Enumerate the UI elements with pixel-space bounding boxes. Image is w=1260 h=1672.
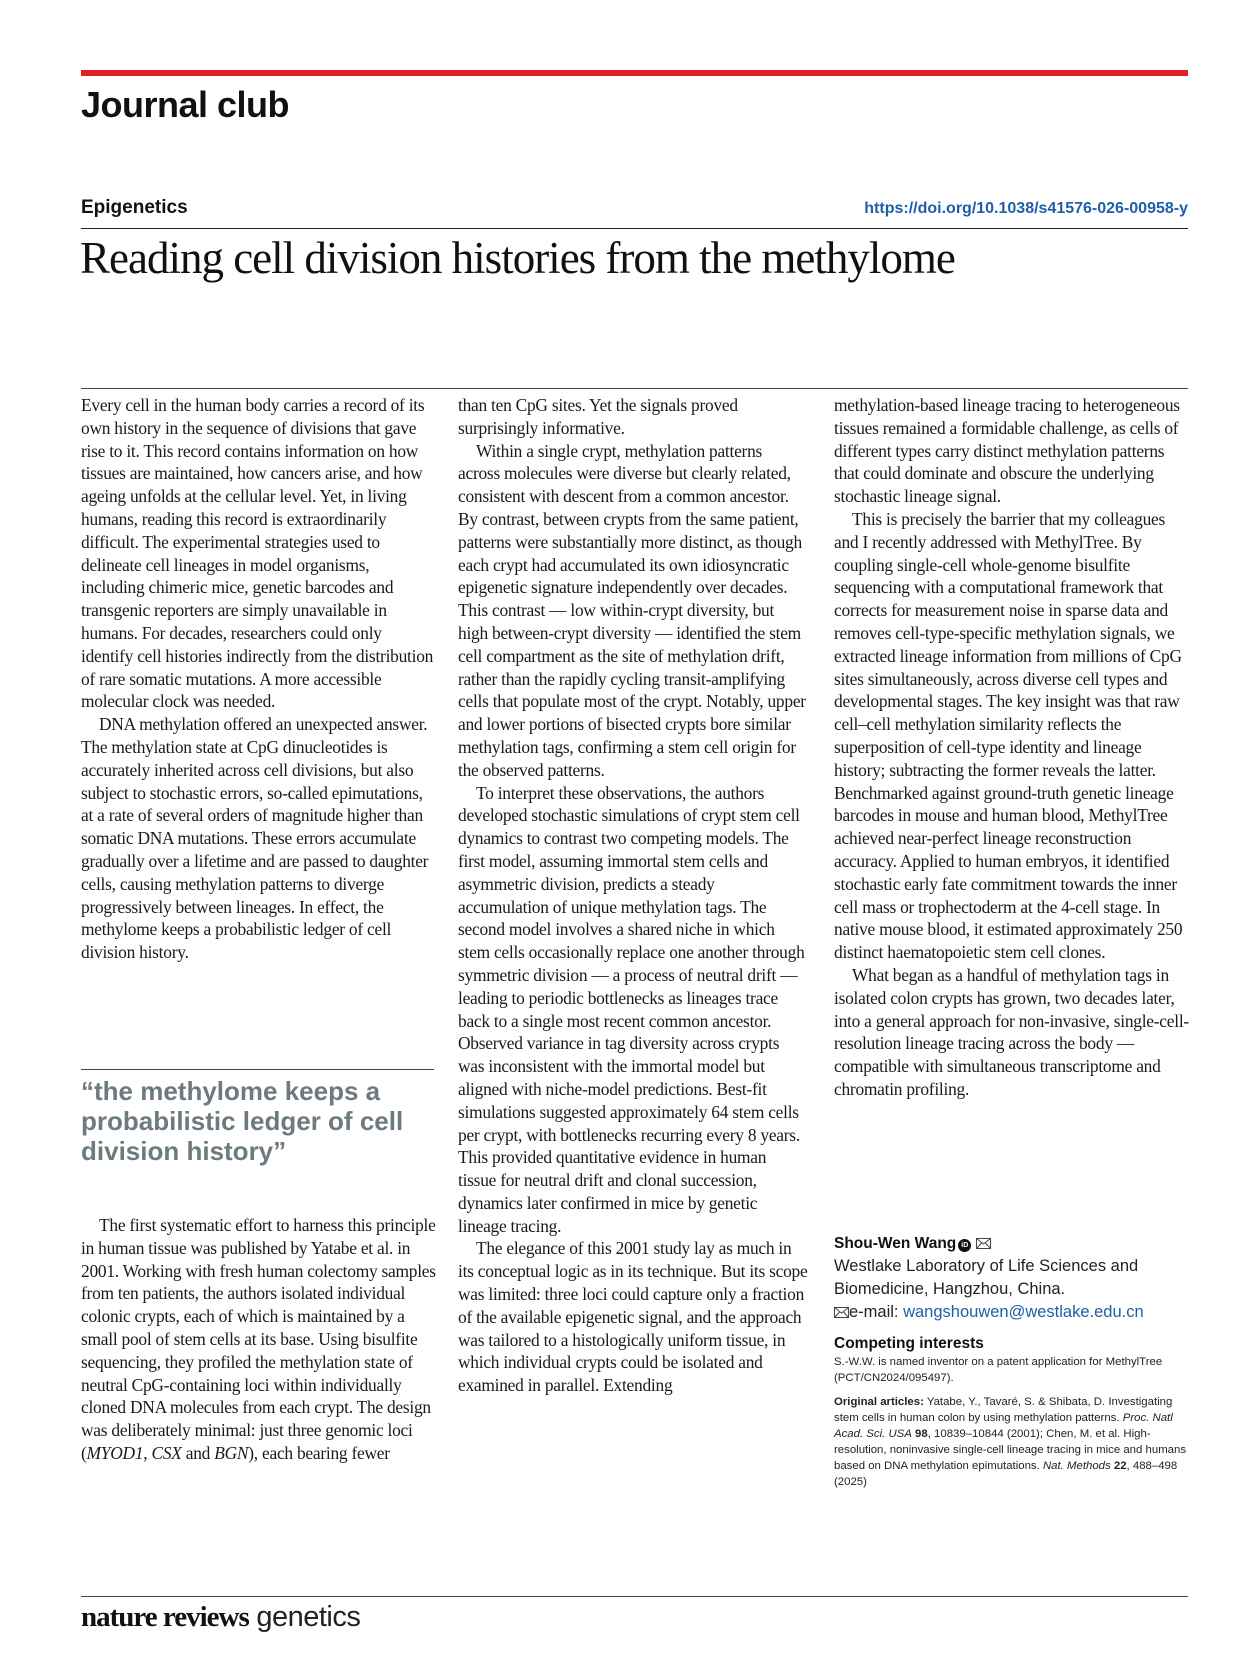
mail-icon	[834, 1307, 849, 1318]
author-info	[834, 1233, 1194, 1490]
paragraph: DNA methylation offered an unexpected answer. The methylation state at CpG dinucleotides is accurately inherited across cell divisions, but also subject to stochastic errors, so-called epimutations, at a rate of several orders of magnitude higher than somatic DNA mutations. These errors accumulate gradually over a lifetime and are passed to daughter cells, causing methylation patterns to diverge progressively between lineages. In effect, the methylome keeps a probabilistic ledger of cell division history.	[81, 714, 429, 963]
doi-link[interactable]: https://doi.org/10.1038/s41576-026-00958-y	[864, 200, 1188, 217]
email-link[interactable]: wangshouwen@westlake.edu.cn	[903, 1303, 1144, 1321]
columns-divider	[81, 388, 1188, 389]
article-title: Reading cell division histories from the methylome	[80, 233, 955, 283]
author-line	[834, 1233, 1194, 1255]
volume: 98	[911, 1428, 928, 1440]
author-name: Shou-Wen Wang	[834, 1235, 957, 1252]
text-span: , 488–498 (2025)	[834, 1460, 1178, 1488]
column-3	[834, 394, 1189, 1101]
paragraph: To interpret these observations, the authors developed stochastic simulations of crypt stem cell dynamics to contrast two competing models. The first model, assuming immortal stem cells and asymmetric division, predicts a steady accumulation of unique methylation tags. The second model involves a shared niche in which stem cells occasionally replace one another through symmetric division — a process of neutral drift — leading to periodic bottlenecks as lineages trace back to a single most recent common ancestor. Observed variance in tag diversity across crypts was inconsistent with the immortal model but aligned with niche-model predictions. Best-fit simulations suggested approximately 64 stem cells per crypt, with bottlenecks recurring every 8 years. This provided quantitative evidence in human tissue for neutral drift and clonal succession, dynamics later confirmed in mice by genetic lineage tracing.	[458, 782, 805, 1236]
gene-name: BGN	[214, 1442, 249, 1463]
top-accent-bar	[81, 70, 1188, 76]
orcid-icon[interactable]: iD	[958, 1239, 971, 1252]
paragraph: than ten CpG sites. Yet the signals proved surprisingly informative.	[458, 395, 738, 438]
text-span: The first systematic effort to harness this principle in human tissue was published by Yatabe et al. in 2001. Working with fresh human colectomy samples from ten patients, the authors isolated individual colonic crypts, each of which is maintained by a small pool of stem cells at its base. Using bisulfite sequencing, they profiled the methylation state of neutral CpG-containing loci within individually cloned DNA molecules from each crypt. The design was deliberately minimal: just three genomic loci (	[81, 1215, 436, 1463]
text-span: and	[181, 1442, 215, 1463]
journal-name-bold: nature reviews	[81, 1601, 249, 1633]
pull-quote: “the methylome keeps a probabilistic ledger of cell division history”	[81, 1076, 404, 1166]
journal-name-light: genetics	[248, 1601, 361, 1633]
original-articles-label: Original articles:	[834, 1396, 924, 1408]
paragraph: Every cell in the human body carries a record of its own history in the sequence of divisions that gave rise to it. This record contains information on how tissues are maintained, how cancers arise, and how ageing unfolds at the cellular level. Yet, in living humans, reading this record is extraordinarily difficult. The experimental strategies used to delineate cell lineages in model organisms, including chimeric mice, genetic barcodes and transgenic reporters are simply unavailable in humans. For decades, researchers could only identify cell histories indirectly from the distribution of rare somatic mutations. A more accessible molecular clock was needed.	[81, 395, 434, 712]
section-label: Journal club	[81, 84, 290, 125]
footer-divider	[81, 1596, 1188, 1597]
original-articles	[834, 1394, 1194, 1490]
paragraph: What began as a handful of methylation tags in isolated colon crypts has grown, two decades later, into a general approach for non-invasive, single-cell-resolution lineage tracing across the body — compatible with simultaneous transcriptome and chromatin profiling.	[834, 964, 1189, 1099]
affiliation: Westlake Laboratory of Life Sciences and Biomedicine, Hangzhou, China.	[834, 1257, 1139, 1298]
paragraph: The elegance of this 2001 study lay as much in its conceptual logic as in its technique. But its scope was limited: three loci could capture only a fraction of the available epigenetic signal, and the approach was tailored to a histologically uniform tissue, in which individual crypts could be isolated and examined in parallel. Extending	[458, 1238, 808, 1396]
header-divider	[81, 228, 1188, 229]
column-1-continued	[81, 1214, 436, 1465]
email-line	[834, 1301, 1194, 1324]
text-span: , 10839–10844 (2001); Chen, M. et al. High-resolution, noninvasive single-cell lineage tracing in mice and humans based on DNA methylation epimutations.	[834, 1428, 1187, 1472]
competing-interests-heading: Competing interests	[834, 1335, 984, 1352]
competing-interests-text: S.-W.W. is named inventor on a patent application for MethylTree (PCT/CN2024/095497).	[834, 1356, 1163, 1384]
text-span: ), each bearing fewer	[248, 1442, 390, 1463]
journal-name: Proc. Natl Acad. Sci. USA	[834, 1412, 1173, 1440]
journal-name: Nat. Methods	[1042, 1460, 1111, 1472]
email-label: e-mail:	[849, 1303, 904, 1321]
pull-quote-divider	[81, 1069, 434, 1070]
text-span: ,	[143, 1442, 152, 1463]
column-1	[81, 394, 436, 964]
text-span: Yatabe, Y., Tavaré, S. & Shibata, D. Investigating stem cells in human colon by using methylation patterns.	[834, 1396, 1173, 1424]
paragraph: Within a single crypt, methylation patterns across molecules were diverse but clearly related, consistent with descent from a common ancestor. By contrast, between crypts from the same patient, patterns were substantially more distinct, as though each crypt had accumulated its own idiosyncratic epigenetic signature independently over decades. This contrast — low within-crypt diversity, but high between-crypt diversity — identified the stem cell compartment as the site of methylation drift, rather than the rapidly cycling transit-amplifying cells that populate most of the crypt. Notably, upper and lower portions of bisected crypts bore similar methylation tags, confirming a stem cell origin for the observed patterns.	[458, 440, 806, 780]
subject-label: Epigenetics	[81, 197, 188, 218]
volume: 22	[1110, 1460, 1127, 1472]
column-2	[458, 394, 808, 1397]
mail-icon[interactable]	[976, 1238, 991, 1249]
gene-name: MYOD1	[86, 1442, 144, 1463]
paragraph: This is precisely the barrier that my colleagues and I recently addressed with MethylTree. By coupling single-cell whole-genome bisulfite sequencing with a computational framework that corrects for measurement noise in sparse data and removes cell-type-specific methylation signals, we extracted lineage information from millions of CpG sites simultaneously, across diverse cell types and developmental stages. The key insight was that raw cell–cell methylation similarity reflects the superposition of cell-type identity and lineage history; subtracting the former reveals the latter. Benchmarked against ground-truth genetic lineage barcodes in mouse and human blood, MethylTree achieved near-perfect lineage reconstruction accuracy. Applied to human embryos, it identified stochastic early fate commitment towards the inner cell mass or trophectoderm at the 4-cell stage. In native mouse blood, it estimated approximately 250 distinct haematopoietic stem cell clones.	[834, 508, 1183, 963]
paragraph: methylation-based lineage tracing to heterogeneous tissues remained a formidable challenge, as cells of different types carry distinct methylation patterns that could dominate and obscure the underlying stochastic lineage signal.	[834, 395, 1180, 507]
journal-logo	[81, 1601, 360, 1634]
gene-name: CSX	[151, 1442, 182, 1463]
paragraph	[81, 1214, 436, 1465]
